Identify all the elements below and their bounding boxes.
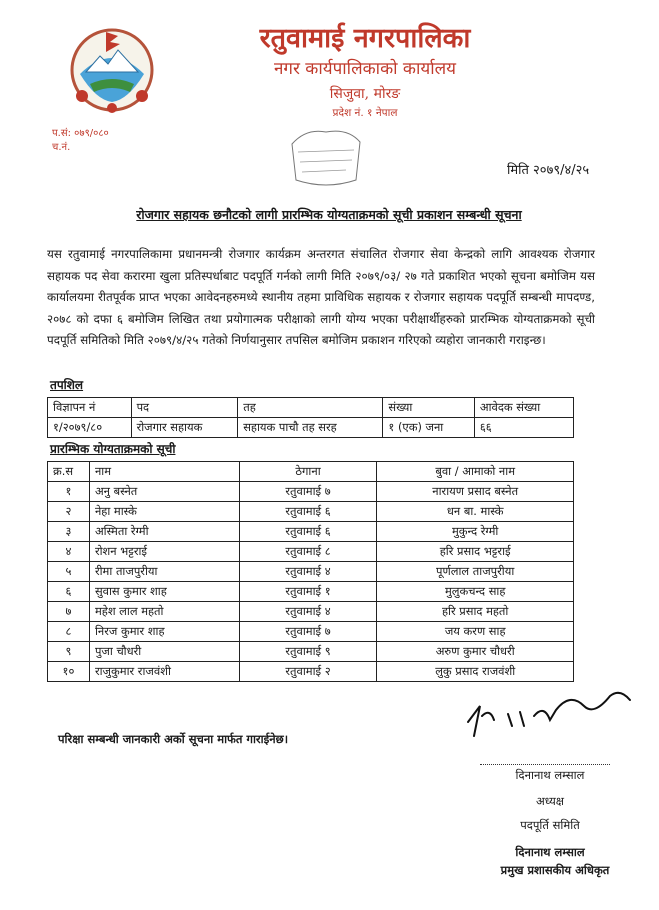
details-row: [48, 418, 574, 438]
notice-subject: रोजगार सहायक छनौटको लागी प्रारम्भिक योग्यताक्रमको सूची प्रकाशन सम्बन्धी सूचना: [136, 207, 522, 222]
stamp-name: दिनानाथ लम्साल: [515, 845, 585, 859]
ad-number: १/२०७९/८०: [48, 418, 132, 438]
parent: हरि प्रसाद भट्टराई: [377, 542, 574, 562]
province-line: प्रदेश नं. १ नेपाल: [332, 107, 398, 119]
address: रतुवामाई ९: [239, 642, 377, 662]
col-address: ठेगाना: [239, 462, 377, 482]
address: रतुवामाई ४: [239, 562, 377, 582]
table-row: [48, 482, 574, 502]
applicants: ६६: [474, 418, 573, 438]
exam-info-note: परिक्षा सम्बन्धी जानकारी अर्को सूचना मार्फत गाराईनेछ।: [58, 732, 289, 746]
sn: ९: [48, 642, 90, 662]
name: रीमा ताजपुरीया: [89, 562, 239, 582]
notice-date: मिति २०७९/४/२५: [507, 163, 590, 178]
signature-line: [480, 764, 610, 765]
name: नेहा मास्के: [89, 502, 239, 522]
col-name: नाम: [89, 462, 239, 482]
col-level: तह: [238, 398, 383, 418]
col-count: संख्या: [383, 398, 474, 418]
merit-header-row: [48, 462, 574, 482]
name: सुवास कुमार शाह: [89, 582, 239, 602]
notice-body: यस रतुवामाई नगरपालिकामा प्रधानमन्त्री रोजगार कार्यक्रम अन्तरगत संचालित रोजगार सेवा केन्द्रको लागि आवश्यक रोजगार सहायक पद सेवा करारमा खुला प्रतिस्पर्धाबाट पदपूर्ति गर्नको लागी मिति २०७९/०३/ २७ गते प्रकाशित भएको सूचना बमोजिम यस कार्यालयमा रीतपूर्वक प्राप्त भएका आवेदनहरुमध्ये स्थानीय तहमा प्राविधिक सहायक र रोजगार सहायक पदपूर्ति सम्बन्धी मापदण्ड, २०७८ को दफा ६ बमोजिम लिखित तथा प्रयोगात्मक परीक्षाको लागी योग्य भएका परीक्षार्थीहरुको प्रारम्भिक योग्यताक्रमको सूची पदपूर्ति समितिको मिति २०७९/४/२५ गतेको निर्णयानुसार तपसिल बमोजिम प्रकाशन गरिएको व्यहोरा जानकारी गराइन्छ।: [47, 247, 595, 348]
address: रतुवामाई ४: [239, 602, 377, 622]
sn: ५: [48, 562, 90, 582]
sn: ६: [48, 582, 90, 602]
name: निरज कुमार शाह: [89, 622, 239, 642]
table-row: [48, 522, 574, 542]
sn: ७: [48, 602, 90, 622]
address: रतुवामाई २: [239, 662, 377, 682]
col-sn: क्र.स: [48, 462, 90, 482]
name: अनु बस्नेत: [89, 482, 239, 502]
signatory-role: अध्यक्ष: [535, 794, 565, 808]
name: पुजा चौधरी: [89, 642, 239, 662]
parent: हरि प्रसाद महतो: [377, 602, 574, 622]
office-address: सिजुवा, मोरङ: [329, 86, 401, 102]
merit-table: [47, 461, 574, 682]
sn: ४: [48, 542, 90, 562]
details-label: तपशिल: [50, 378, 84, 392]
parent: जय करण साह: [377, 622, 574, 642]
parent: लुकु प्रसाद राजवंशी: [377, 662, 574, 682]
nepal-emblem-logo: [66, 22, 158, 114]
parent: धन बा. मास्के: [377, 502, 574, 522]
table-row: [48, 602, 574, 622]
sn: २: [48, 502, 90, 522]
sn: ३: [48, 522, 90, 542]
name: राजुकुमार राजवंशी: [89, 662, 239, 682]
municipality-title: रतुवामाई नगरपालिका: [259, 23, 471, 54]
sn: ८: [48, 622, 90, 642]
parent: अरुण कुमार चौधरी: [377, 642, 574, 662]
details-table: [47, 397, 574, 438]
table-row: [48, 562, 574, 582]
col-post: पद: [131, 398, 238, 418]
address: रतुवामाई ६: [239, 502, 377, 522]
post: रोजगार सहायक: [131, 418, 238, 438]
count: १ (एक) जना: [383, 418, 474, 438]
sn: १०: [48, 662, 90, 682]
parent: मुकुन्द रेग्मी: [377, 522, 574, 542]
handwritten-signature: [460, 686, 640, 750]
address: रतुवामाई ८: [239, 542, 377, 562]
dispatch-number: च.नं.: [52, 142, 71, 153]
address: रतुवामाई ६: [239, 522, 377, 542]
address: रतुवामाई ७: [239, 482, 377, 502]
table-row: [48, 542, 574, 562]
details-header-row: [48, 398, 574, 418]
signatory-name: दिनानाथ लम्साल: [515, 768, 585, 782]
parent: पूर्णलाल ताजपुरीया: [377, 562, 574, 582]
table-row: [48, 642, 574, 662]
received-stamp: [286, 124, 366, 194]
table-row: [48, 582, 574, 602]
name: महेश लाल महतो: [89, 602, 239, 622]
stamp-title: प्रमुख प्रशासकीय अधिकृत: [500, 863, 610, 877]
level: सहायक पाचौ तह सरह: [238, 418, 383, 438]
name: रोशन भट्टराई: [89, 542, 239, 562]
office-subtitle: नगर कार्यपालिकाको कार्यालय: [273, 59, 457, 79]
col-parent: बुवा / आमाको नाम: [377, 462, 574, 482]
table-row: [48, 622, 574, 642]
name: अस्मिता रेग्मी: [89, 522, 239, 542]
parent: मुलुकचन्द साह: [377, 582, 574, 602]
table-row: [48, 502, 574, 522]
col-applicants: आवेदक संख्या: [474, 398, 573, 418]
address: रतुवामाई ७: [239, 622, 377, 642]
parent: नारायण प्रसाद बस्नेत: [377, 482, 574, 502]
col-ad-number: विज्ञापन नं: [48, 398, 132, 418]
address: रतुवामाई १: [239, 582, 377, 602]
merit-list-label: प्रारम्भिक योग्यताक्रमको सूची: [50, 442, 176, 456]
sn: १: [48, 482, 90, 502]
reference-number: प.सं: ०७९/०८०: [52, 128, 109, 139]
signatory-committee: पदपूर्ति समिति: [520, 818, 580, 832]
table-row: [48, 662, 574, 682]
